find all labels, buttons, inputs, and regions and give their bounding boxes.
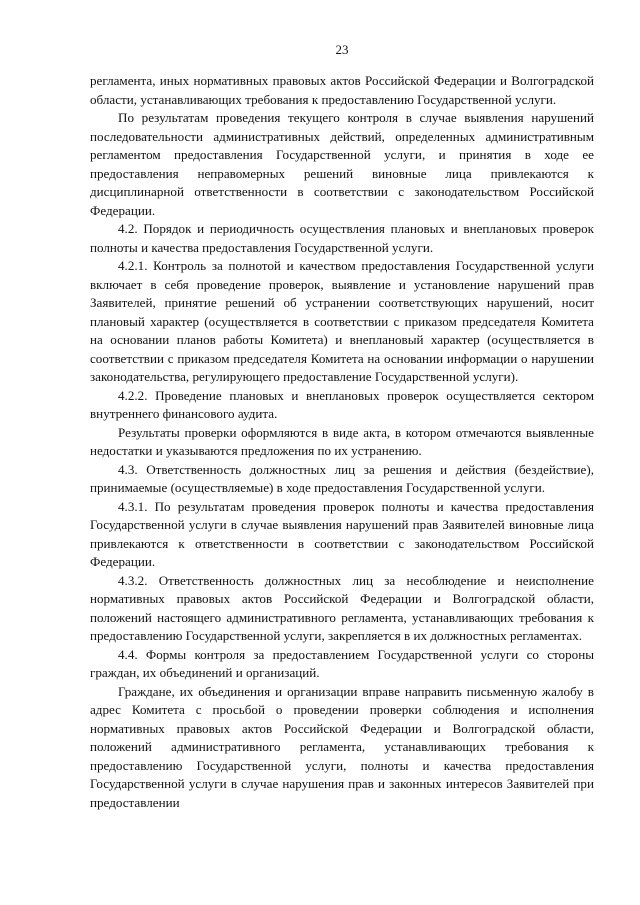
section-4-2-1: 4.2.1. Контроль за полнотой и качеством предоставления Государственной услуги включает в себя проведение проверок, выявление и установление нарушений прав Заявителей, принятие решений об устранении соответствующих нарушений, носит плановый характер (осуществляется в соответствии с приказом председателя Комитета на основании планов работы Комитета) и внеплановый характер (осуществляется в соответствии с приказом председателя Комитета на основании информации о нарушении законодательства, регулирующего предоставление Государственной услуги).: [90, 258, 594, 384]
section-4-3-heading: 4.3. Ответственность должностных лиц за решения и действия (бездействие), принимаемые (осуществляемые) в ходе предоставления Государственной услуги.: [90, 461, 594, 495]
section-4-4-heading: 4.4. Формы контроля за предоставлением Государственной услуги со стороны граждан, их объединений и организаций.: [90, 646, 594, 680]
paragraph-audit-results: Результаты проверки оформляются в виде акта, в котором отмечаются выявленные недостатки и указываются предложения по их устранению.: [90, 424, 594, 458]
section-4-3-1: 4.3.1. По результатам проведения проверок полноты и качества предоставления Государственной услуги в случае выявления нарушений прав Заявителей виновные лица привлекаются к ответственности в соответствии с законодательством Российской Федерации.: [90, 498, 594, 569]
document-page: [90, 42, 594, 812]
paragraph-current-control-results: По результатам проведения текущего контроля в случае выявления нарушений последовательности административных действий, определенных административным регламентом предоставления Государственной услуги, и принятия в ходе ее предоставления неправомерных решений виновные лица привлекаются к дисциплинарной ответственности в соответствии с законодательством Российской Федерации.: [90, 110, 594, 218]
paragraph-citizens-complaint: Граждане, их объединения и организации вправе направить письменную жалобу в адрес Комитета с просьбой о проведении проверки соблюдения и исполнения нормативных правовых актов Российской Федерации и Волгоградской области, положений административного регламента, устанавливающих требования к предоставлению Государственной услуги, полноты и качества предоставления Государственной услуги в случае нарушения прав и законных интересов Заявителей при предоставлении: [90, 683, 594, 810]
section-4-2-2: 4.2.2. Проведение плановых и внеплановых проверок осуществляется сектором внутреннего финансового аудита.: [90, 387, 594, 421]
section-4-3-2: 4.3.2. Ответственность должностных лиц за несоблюдение и неисполнение нормативных правовых актов Российской Федерации и Волгоградской области, положений настоящего административного регламента, устанавливающих требования к предоставлению Государственной услуги, закрепляется в их должностных регламентах.: [90, 572, 594, 643]
section-4-2-heading: 4.2. Порядок и периодичность осуществления плановых и внеплановых проверок полноты и качества предоставления Государственной услуги.: [90, 221, 594, 255]
page-number: 23: [335, 42, 349, 57]
paragraph-continuation: регламента, иных нормативных правовых актов Российской Федерации и Волгоградской области, устанавливающих требования к предоставлению Государственной услуги.: [90, 73, 594, 107]
